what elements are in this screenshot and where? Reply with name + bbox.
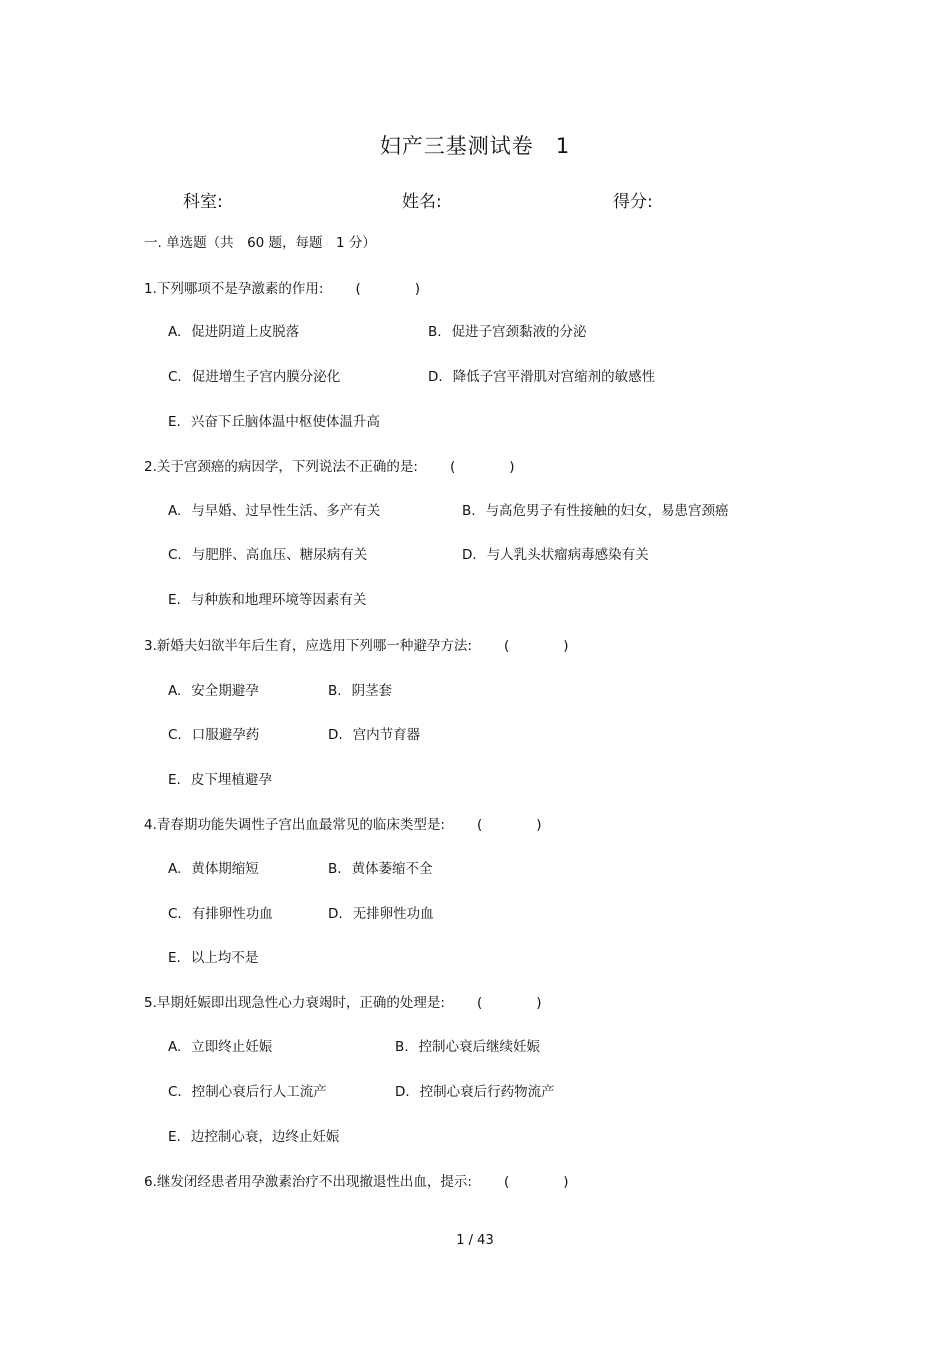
option-b: B. 控制心衰后继续妊娠 — [395, 1039, 541, 1055]
question-stem — [144, 1170, 569, 1190]
option-b: B. 促进子宫颈黏液的分泌 — [428, 324, 587, 340]
answer-blank: ( ) — [503, 1174, 569, 1190]
option-a: A. 与早婚、过早性生活、多产有关 — [168, 503, 381, 519]
answer-blank: ( ) — [355, 281, 420, 297]
question-stem — [144, 634, 569, 654]
option-e: E. 与种族和地理环境等因素有关 — [168, 592, 367, 608]
answer-blank: ( ) — [476, 817, 542, 833]
option-d: D. 无排卵性功血 — [328, 906, 434, 922]
option-a: A. 黄体期缩短 — [168, 861, 259, 877]
name-label: 姓名: — [402, 192, 442, 212]
question-text: 1.下列哪项不是孕激素的作用: — [144, 281, 324, 297]
page-title — [0, 130, 950, 160]
option-a: A. 促进阴道上皮脱落 — [168, 324, 300, 340]
question-stem — [144, 277, 420, 297]
option-d: D. 降低子宫平滑肌对宫缩剂的敏感性 — [428, 369, 656, 385]
section-heading: 一. 单选题（共 60 题，每题 1 分） — [144, 235, 376, 251]
department-label: 科室: — [183, 192, 223, 212]
option-c: C. 有排卵性功血 — [168, 906, 273, 922]
question-stem — [144, 455, 515, 475]
option-c: C. 口服避孕药 — [168, 727, 260, 743]
title-number: 1 — [555, 134, 571, 158]
option-c: C. 与肥胖、高血压、糖尿病有关 — [168, 547, 368, 563]
question-text: 3.新婚夫妇欲半年后生育，应选用下列哪一种避孕方法: — [144, 638, 472, 654]
option-e: E. 皮下埋植避孕 — [168, 772, 272, 788]
option-b: B. 阴茎套 — [328, 683, 393, 699]
option-e: E. 以上均不是 — [168, 950, 259, 966]
page-number: 1 / 43 — [456, 1233, 494, 1248]
option-d: D. 控制心衰后行药物流产 — [395, 1084, 555, 1100]
question-stem — [144, 813, 542, 833]
option-e: E. 边控制心衰，边终止妊娠 — [168, 1129, 340, 1145]
question-text: 4.青春期功能失调性子宫出血最常见的临床类型是: — [144, 817, 445, 833]
option-a: A. 立即终止妊娠 — [168, 1039, 273, 1055]
option-c: C. 控制心衰后行人工流产 — [168, 1084, 327, 1100]
option-e: E. 兴奋下丘脑体温中枢使体温升高 — [168, 414, 380, 430]
title-text: 妇产三基测试卷 — [379, 134, 534, 158]
answer-blank: ( ) — [449, 459, 515, 475]
option-d: D. 与人乳头状瘤病毒感染有关 — [462, 547, 649, 563]
question-text: 2.关于宫颈癌的病因学，下列说法不正确的是: — [144, 459, 418, 475]
option-b: B. 与高危男子有性接触的妇女，易患宫颈癌 — [462, 503, 729, 519]
option-b: B. 黄体萎缩不全 — [328, 861, 433, 877]
answer-blank: ( ) — [503, 638, 569, 654]
question-text: 6.继发闭经患者用孕激素治疗不出现撤退性出血，提示: — [144, 1174, 472, 1190]
option-d: D. 宫内节育器 — [328, 727, 421, 743]
option-a: A. 安全期避孕 — [168, 683, 259, 699]
question-text: 5.早期妊娠即出现急性心力衰竭时，正确的处理是: — [144, 995, 445, 1011]
answer-blank: ( ) — [476, 995, 542, 1011]
score-label: 得分: — [613, 192, 653, 212]
question-stem — [144, 991, 542, 1011]
option-c: C. 促进增生子宫内膜分泌化 — [168, 369, 341, 385]
